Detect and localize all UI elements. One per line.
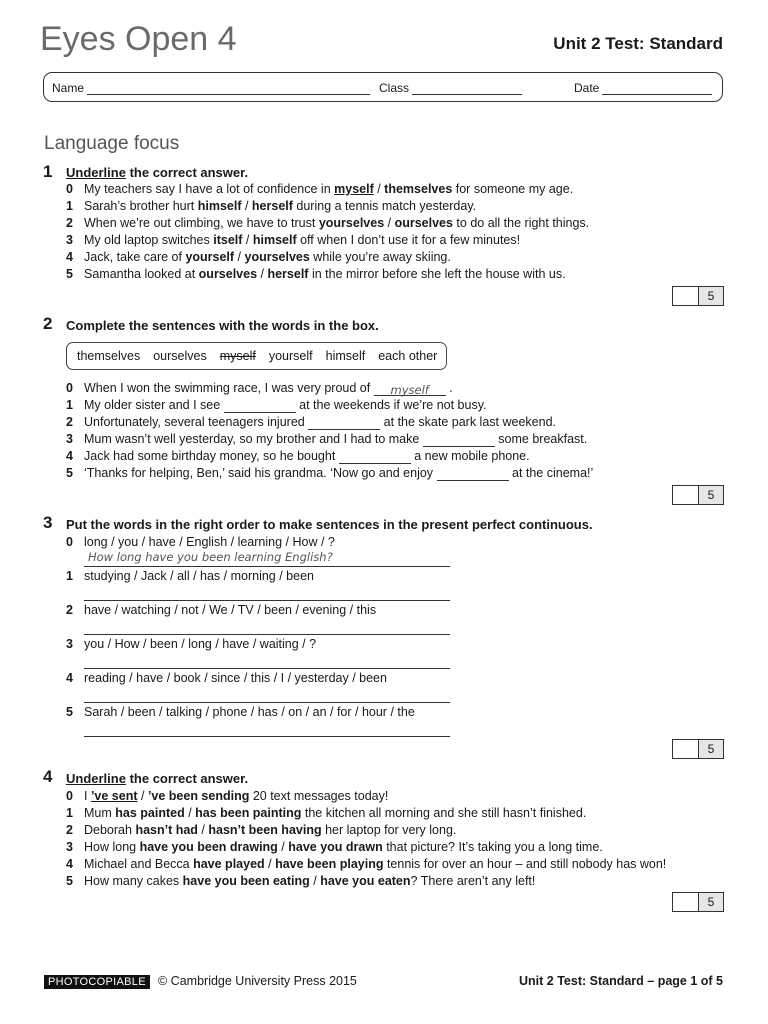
box-word: himself <box>325 349 366 363</box>
student-info-bar <box>43 72 723 102</box>
item-number: 0 <box>66 535 73 549</box>
test-title: Unit 2 Test: Standard <box>553 34 723 53</box>
item-text: you / How / been / long / have / waiting / ? <box>84 637 317 651</box>
question-item <box>66 602 376 618</box>
exercise-number: 1 <box>43 162 53 181</box>
answer-line[interactable] <box>84 701 450 703</box>
item-text: Michael and Becca <box>84 857 194 871</box>
item-text: / <box>184 806 196 820</box>
item-text: ? There aren’t any left! <box>410 874 536 888</box>
item-text: When I won the swimming race, I was very proud of <box>84 381 374 395</box>
photocopiable-tag: PHOTOCOPIABLE <box>44 975 150 989</box>
item-text: How many cakes <box>84 874 183 888</box>
item-number: 2 <box>66 415 73 429</box>
question-item <box>66 822 456 838</box>
question-item <box>66 198 476 214</box>
item-text: / <box>277 840 289 854</box>
answer-line[interactable] <box>84 565 450 567</box>
item-number: 4 <box>66 671 73 685</box>
item-text: Jack had some birthday money, so he bought <box>84 449 339 463</box>
box-word: ourselves <box>153 349 207 363</box>
exercise-number: 2 <box>43 314 53 333</box>
item-text: during a tennis match yesterday. <box>292 199 477 213</box>
answer-option[interactable]: itself <box>213 233 243 247</box>
box-word: myself <box>219 349 256 363</box>
score-box: 5 <box>672 892 724 912</box>
item-number: 1 <box>66 398 73 412</box>
brand-title: Eyes Open 4 <box>40 20 237 58</box>
question-item <box>66 232 520 248</box>
exercise-instruction: Underline the correct answer. <box>66 165 249 180</box>
answer-option[interactable]: hasn’t had <box>135 823 198 837</box>
answer-option[interactable]: have you been drawing <box>139 840 278 854</box>
question-item <box>66 414 556 430</box>
question-item <box>66 788 388 804</box>
question-item <box>66 448 530 464</box>
item-number: 1 <box>66 569 73 583</box>
section-title: Language focus <box>44 133 180 154</box>
answer-option[interactable]: has been painting <box>195 806 302 820</box>
exercise-instruction: Put the words in the right order to make sentences in the present perfect continuous. <box>66 517 593 532</box>
item-number: 0 <box>66 381 73 395</box>
item-text: / <box>137 789 148 803</box>
question-item <box>66 704 415 720</box>
answer-blank[interactable] <box>308 416 380 430</box>
answer-line[interactable] <box>84 667 450 669</box>
answer-option[interactable]: have been playing <box>275 857 384 871</box>
item-text: Sarah’s brother hurt <box>84 199 198 213</box>
item-text: Mum wasn’t well yesterday, so my brother and I had to make <box>84 432 423 446</box>
exercise-instruction: Underline the correct answer. <box>66 771 249 786</box>
item-text: off when I don’t use it for a few minutes! <box>296 233 521 247</box>
item-number: 4 <box>66 250 73 264</box>
answer-option[interactable]: have played <box>193 857 265 871</box>
question-item <box>66 380 453 396</box>
item-text: Sarah / been / talking / phone / has / on / an / for / hour / the <box>84 705 415 719</box>
score-box: 5 <box>672 739 724 759</box>
item-number: 3 <box>66 233 73 247</box>
item-number: 2 <box>66 603 73 617</box>
exercise-number: 4 <box>43 767 53 786</box>
question-item <box>66 249 451 265</box>
item-text: Unfortunately, several teenagers injured <box>84 415 309 429</box>
date-line[interactable] <box>602 82 712 95</box>
item-text: 20 text messages today! <box>249 789 389 803</box>
answer-blank[interactable] <box>423 433 495 447</box>
item-number: 3 <box>66 432 73 446</box>
item-text: . <box>445 381 453 395</box>
answer-option[interactable]: yourself <box>185 250 235 264</box>
item-text: reading / have / book / since / this / I / yesterday / been <box>84 671 387 685</box>
item-text: / <box>384 216 395 230</box>
item-text: Mum <box>84 806 116 820</box>
answer-line[interactable] <box>84 633 450 635</box>
score-box: 5 <box>672 485 724 505</box>
class-label: Class <box>379 81 410 95</box>
item-number: 0 <box>66 789 73 803</box>
item-number: 5 <box>66 705 73 719</box>
item-text: My teachers say I have a lot of confidence in <box>84 182 335 196</box>
answer-option[interactable]: herself <box>267 267 309 281</box>
item-number: 3 <box>66 840 73 854</box>
answer-option[interactable]: yourselves <box>244 250 310 264</box>
class-field[interactable] <box>379 81 522 95</box>
example-answer: myself <box>390 383 429 397</box>
item-text: How long <box>84 840 140 854</box>
item-text: have / watching / not / We / TV / been / evening / this <box>84 603 377 617</box>
page-indicator: Unit 2 Test: Standard – page 1 of 5 <box>519 974 723 988</box>
item-text: My older sister and I see <box>84 398 224 412</box>
question-item <box>66 181 573 197</box>
item-number: 4 <box>66 857 73 871</box>
answer-option[interactable]: herself <box>251 199 293 213</box>
item-text: the kitchen all morning and she still hasn’t finished. <box>301 806 587 820</box>
box-word: themselves <box>77 349 141 363</box>
exercise-number: 3 <box>43 513 53 532</box>
item-text: that picture? It’s taking you a long time. <box>382 840 603 854</box>
item-number: 0 <box>66 182 73 196</box>
item-text: some breakfast. <box>494 432 588 446</box>
question-item <box>66 397 487 413</box>
question-item <box>66 856 666 872</box>
box-word: yourself <box>268 349 313 363</box>
copyright-text: © Cambridge University Press 2015 <box>158 974 357 988</box>
answer-option[interactable]: himself <box>197 199 242 213</box>
answer-option[interactable]: ’ve been sending <box>147 789 250 803</box>
answer-blank[interactable] <box>437 467 509 481</box>
answer-option[interactable]: yourselves <box>318 216 385 230</box>
answer-blank[interactable] <box>339 450 411 464</box>
item-text: while you’re away skiing. <box>309 250 451 264</box>
item-text: a new mobile phone. <box>410 449 530 463</box>
answer-option[interactable]: myself <box>334 182 374 196</box>
name-field[interactable] <box>52 81 370 95</box>
question-item <box>66 636 316 652</box>
item-text: in the mirror before she left the house with us. <box>308 267 566 281</box>
item-number: 5 <box>66 267 73 281</box>
answer-line[interactable] <box>84 735 450 737</box>
item-text: My old laptop switches <box>84 233 214 247</box>
item-text: long / you / have / English / learning / How / ? <box>84 535 335 549</box>
word-box <box>66 342 447 370</box>
item-text: / <box>197 823 209 837</box>
item-text: / <box>264 857 276 871</box>
score-box: 5 <box>672 286 724 306</box>
item-text: ‘Thanks for helping, Ben,’ said his grandma. ‘Now go and enjoy <box>84 466 437 480</box>
answer-option[interactable]: himself <box>252 233 297 247</box>
item-text: I <box>84 789 91 803</box>
item-text: Deborah <box>84 823 136 837</box>
question-item <box>66 534 335 550</box>
question-item <box>66 431 587 447</box>
answer-blank[interactable] <box>374 382 446 396</box>
answer-option[interactable]: ourselves <box>198 267 258 281</box>
item-number: 3 <box>66 637 73 651</box>
item-number: 1 <box>66 199 73 213</box>
class-line[interactable] <box>412 82 522 95</box>
item-text: When we’re out climbing, we have to trust <box>84 216 319 230</box>
box-word: each other <box>378 349 438 363</box>
answer-option[interactable]: have you been eating <box>182 874 310 888</box>
exercise-instruction: Complete the sentences with the words in the box. <box>66 318 379 333</box>
date-label: Date <box>574 81 600 95</box>
item-number: 5 <box>66 466 73 480</box>
item-text: Jack, take care of <box>84 250 186 264</box>
answer-option[interactable]: has painted <box>115 806 185 820</box>
item-text: / <box>242 233 253 247</box>
item-text: / <box>257 267 268 281</box>
answer-option[interactable]: hasn’t been having <box>208 823 322 837</box>
item-text: at the weekends if we’re not busy. <box>295 398 487 412</box>
item-text: studying / Jack / all / has / morning / been <box>84 569 314 583</box>
item-text: at the skate park last weekend. <box>380 415 556 429</box>
answer-option[interactable]: ’ve sent <box>90 789 138 803</box>
item-text: / <box>309 874 321 888</box>
item-number: 2 <box>66 216 73 230</box>
name-line[interactable] <box>87 82 370 95</box>
answer-line[interactable] <box>84 599 450 601</box>
item-text: Samantha looked at <box>84 267 199 281</box>
answer-option[interactable]: have you eaten <box>320 874 411 888</box>
item-text: / <box>234 250 245 264</box>
question-item <box>66 805 586 821</box>
question-item <box>66 839 603 855</box>
question-item <box>66 568 314 584</box>
question-item <box>66 465 593 481</box>
item-number: 2 <box>66 823 73 837</box>
item-number: 1 <box>66 806 73 820</box>
answer-blank[interactable] <box>224 399 296 413</box>
answer-option[interactable]: themselves <box>384 182 453 196</box>
item-text: her laptop for very long. <box>321 823 457 837</box>
date-field[interactable] <box>574 81 712 95</box>
item-text: / <box>373 182 385 196</box>
item-number: 4 <box>66 449 73 463</box>
item-number: 5 <box>66 874 73 888</box>
item-text: for someone my age. <box>452 182 574 196</box>
example-answer: How long have you been learning English? <box>88 550 333 564</box>
item-text: at the cinema!’ <box>508 466 594 480</box>
question-item <box>66 215 589 231</box>
item-text: / <box>241 199 252 213</box>
question-item <box>66 266 566 282</box>
question-item <box>66 670 387 686</box>
question-item <box>66 873 535 889</box>
answer-option[interactable]: have you drawn <box>288 840 383 854</box>
answer-option[interactable]: ourselves <box>394 216 453 230</box>
name-label: Name <box>52 81 85 95</box>
item-text: to do all the right things. <box>452 216 590 230</box>
item-text: tennis for over an hour – and still nobody has won! <box>383 857 667 871</box>
